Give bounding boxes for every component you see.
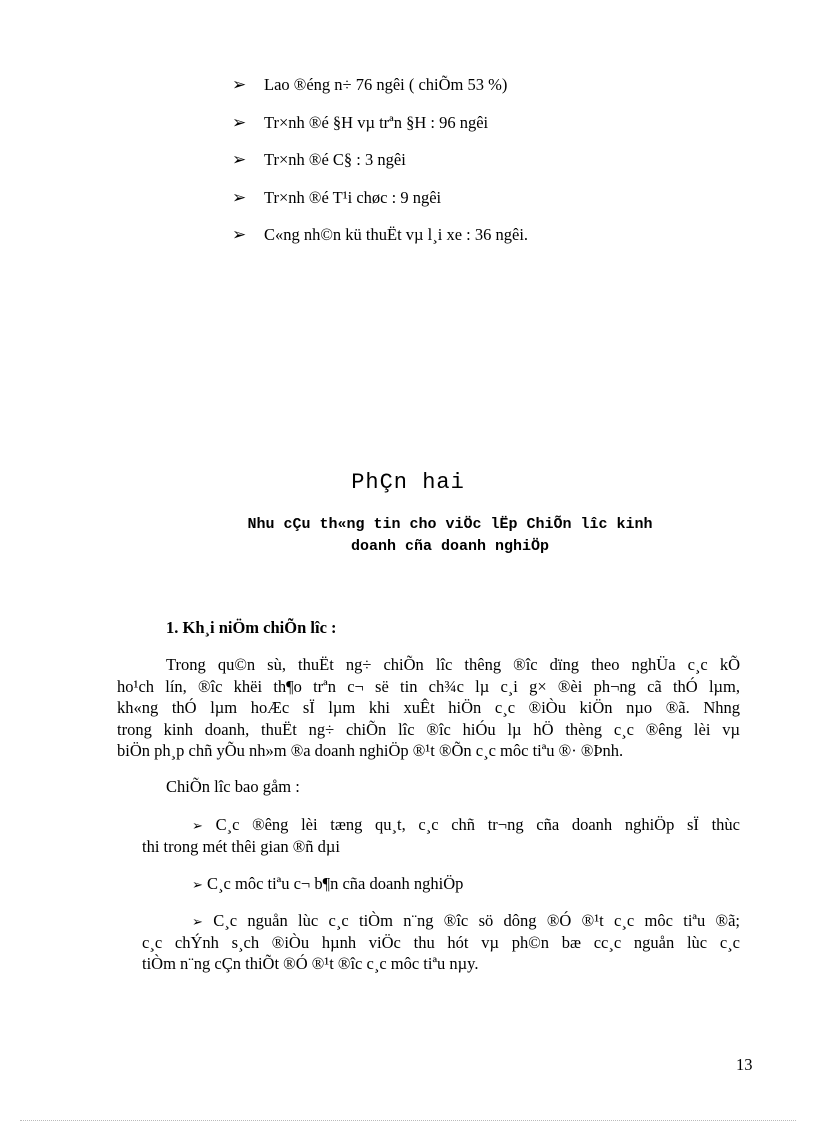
- bullet-text: Tr×nh ®é C§ : 3 ngêi: [264, 150, 406, 170]
- strategy-item: [142, 910, 740, 975]
- paragraph-line: kh«ng thÓ lµm hoÆc sÏ lµm khi xuÊt hiÖn c¸c ®iÒu kiÖn nµo ®ã. Nhng: [117, 698, 740, 718]
- page-number: 13: [736, 1055, 753, 1074]
- includes-label: ChiÕn lîc bao gåm :: [166, 777, 300, 796]
- arrow-bullet-icon: ➢: [192, 915, 203, 930]
- paragraph-line: trong kinh doanh, thuËt ng÷ chiÕn lîc ®îc hiÓu lµ hÖ thèng c¸c ®êng lèi vµ: [117, 719, 740, 739]
- bullet-item: [232, 149, 752, 187]
- paragraph-line: biÖn ph¸p chñ yÕu nh»m ®a doanh nghiÖp ®¹t ®Õn c¸c môc tiªu ®· ®Þnh.: [117, 741, 624, 761]
- strategy-item: [142, 814, 740, 857]
- item-line: [142, 910, 740, 932]
- bullet-text: Lao ®éng n÷ 76 ngêi ( chiÕm 53 %): [264, 75, 508, 94]
- arrow-bullet-icon: ➢: [232, 225, 247, 246]
- arrow-bullet-icon: ➢: [232, 75, 247, 95]
- section-heading: 1. Kh¸i niÖm chiÕn lîc :: [166, 618, 337, 637]
- bullet-text: Tr×nh ®é §H vµ trªn §H : 96 ngêi: [264, 112, 489, 132]
- part-subtitle-line: Nhu cÇu th«ng tin cho viÖc lËp ChiÕn lîc kinh: [247, 516, 653, 533]
- item-text: C¸c nguån lùc c¸c tiÒm n¨ng ®îc sö dông ®Ó ®¹t c¸c môc tiªu ®ã;: [213, 911, 740, 930]
- item-line: [142, 873, 740, 895]
- arrow-bullet-icon: ➢: [232, 112, 247, 133]
- paragraph-line: Trong qu©n sù, thuËt ng÷ chiÕn lîc thêng ®îc dïng theo nghÜa c¸c kÕ: [166, 655, 740, 674]
- arrow-bullet-icon: ➢: [192, 819, 203, 834]
- arrow-bullet-icon: ➢: [192, 878, 203, 893]
- paragraph-line: ho¹ch lín, ®îc khëi th¶o trªn c¬ së tin ch¾c lµ c¸i g× ®èi ph¬ng cã thÓ lµm,: [117, 676, 740, 696]
- bullet-item: [232, 112, 752, 150]
- strategy-item: [142, 873, 740, 895]
- bullet-item: [232, 74, 752, 112]
- item-line: thi trong mét thêi gian ®ñ dµi: [142, 836, 341, 856]
- item-line: c¸c chÝnh s¸ch ®iÒu hµnh viÖc thu hót vµ ph©n bæ cc¸c nguån lùc c¸c: [142, 932, 740, 952]
- page-bottom-rule: [20, 1120, 796, 1121]
- part-subtitle-line: doanh cña doanh nghiÖp: [350, 538, 550, 555]
- part-subtitle: [150, 514, 750, 558]
- item-line: tiÒm n¨ng cÇn thiÕt ®Ó ®¹t ®îc c¸c môc tiªu nµy.: [142, 954, 479, 974]
- bullet-text: Tr×nh ®é T¹i chøc : 9 ngêi: [264, 187, 442, 207]
- part-title: PhÇn hai: [351, 470, 465, 495]
- item-line: [142, 814, 740, 836]
- arrow-bullet-icon: ➢: [232, 187, 247, 208]
- definition-paragraph: [117, 654, 740, 762]
- bullet-item: [232, 187, 752, 225]
- arrow-bullet-icon: ➢: [232, 150, 247, 171]
- bullet-text: C«ng nh©n kü thuËt vµ l¸i xe : 36 ngêi.: [264, 225, 529, 245]
- item-text: C¸c môc tiªu c¬ b¶n cña doanh nghiÖp: [207, 874, 464, 893]
- bullet-item: [232, 224, 752, 262]
- staff-bullet-list: [232, 74, 752, 262]
- item-text: C¸c ®êng lèi tæng qu¸t, c¸c chñ tr¬ng cña doanh nghiÖp sÏ thùc: [215, 815, 740, 834]
